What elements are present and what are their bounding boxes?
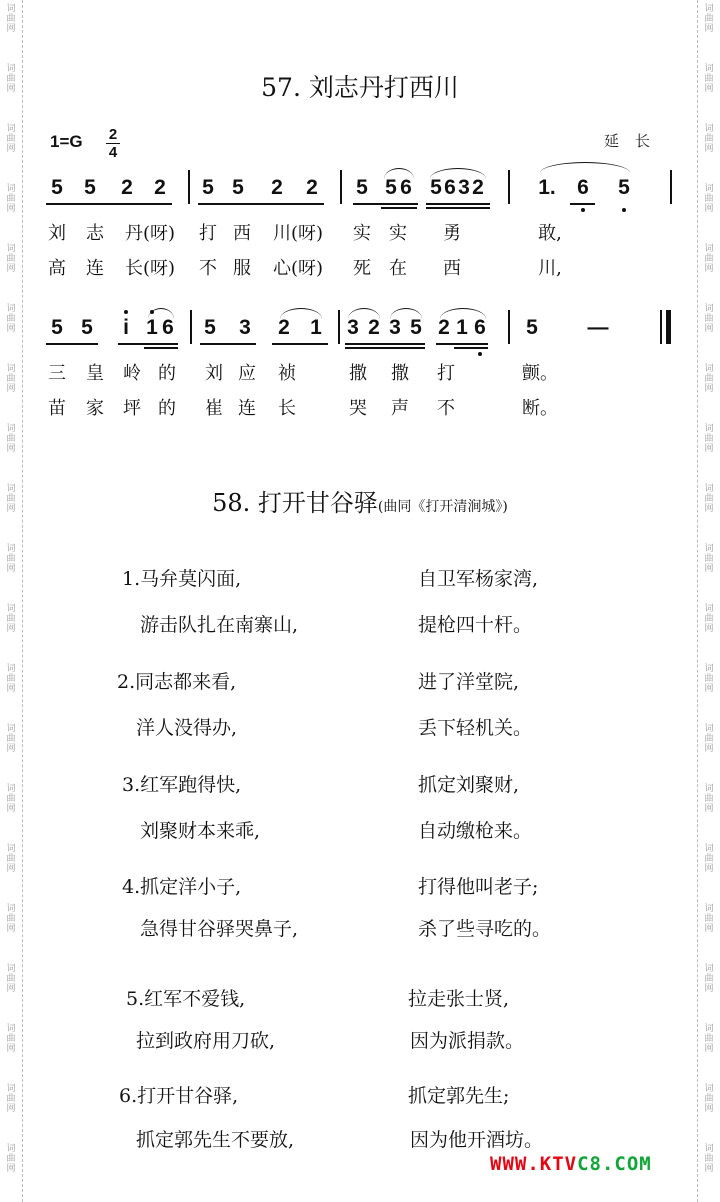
note: 5	[204, 316, 216, 339]
note: 3	[347, 316, 359, 339]
verse-3-line-c: 刘聚财本来乖,	[140, 820, 261, 842]
lyric: 撒	[391, 363, 409, 384]
side-watermark: 词 曲 网	[6, 784, 16, 814]
note: 2	[368, 316, 380, 339]
side-watermark: 词 曲 网	[6, 604, 16, 634]
underline-beat	[426, 203, 490, 205]
slur	[430, 168, 486, 179]
note: 3	[389, 316, 401, 339]
note: 5	[618, 176, 630, 199]
underline-beat	[272, 343, 328, 345]
barline	[340, 170, 342, 204]
lyric: 打	[199, 223, 217, 244]
lyric: 川(呀)	[272, 223, 324, 244]
verse-2-line-a: 2.同志都来看,	[117, 671, 237, 693]
underline-16th	[144, 347, 178, 349]
underline-beat	[436, 343, 488, 345]
note: 5	[356, 176, 368, 199]
side-watermark: 词 曲 网	[6, 124, 16, 154]
verse-3-line-b: 抓定刘聚财,	[418, 774, 520, 796]
note: 5	[202, 176, 214, 199]
underline-beat	[345, 343, 425, 345]
slur	[384, 168, 414, 179]
underline-16th	[426, 207, 490, 209]
note: 5	[84, 176, 96, 199]
song58-title-main: 58. 打开甘谷驿	[212, 489, 378, 517]
note: 6	[577, 176, 589, 199]
note: 6	[444, 176, 456, 199]
side-watermark: 词 曲 网	[704, 304, 714, 334]
note: 1	[310, 316, 322, 339]
slur	[280, 308, 322, 319]
right-margin-strip	[697, 0, 720, 1202]
side-watermark: 词 曲 网	[704, 484, 714, 514]
final-barline-thin	[660, 310, 662, 344]
left-margin-strip	[0, 0, 23, 1202]
side-watermark: 词 曲 网	[704, 544, 714, 574]
verse-6-line-d: 因为他开酒坊。	[410, 1129, 544, 1151]
note: 6	[474, 316, 486, 339]
verse-1-line-b: 自卫军杨家湾,	[418, 568, 539, 590]
song57-region: 延长	[604, 132, 667, 150]
note: 2	[121, 176, 133, 199]
verse-4-line-b: 打得他叫老子;	[418, 876, 539, 898]
side-watermark: 词 曲 网	[6, 844, 16, 874]
note: 1	[146, 316, 158, 339]
verse-4-line-a: 4.抓定洋小子,	[122, 876, 242, 898]
note: 1.	[538, 176, 556, 199]
underline-beat	[353, 203, 418, 205]
note: 2	[154, 176, 166, 199]
verse-6-line-b: 抓定郭先生;	[408, 1085, 510, 1107]
lyric: 打	[437, 363, 455, 384]
side-watermark: 词 曲 网	[704, 64, 714, 94]
low-octave-dot	[622, 208, 626, 212]
side-watermark: 词 曲 网	[6, 964, 16, 994]
lyric: 实	[389, 223, 407, 244]
side-watermark: 词 曲 网	[704, 424, 714, 454]
barline	[338, 310, 340, 344]
lyric: 皇	[86, 363, 104, 384]
lyric-line-1	[40, 219, 680, 245]
lyric: 坪	[123, 398, 141, 419]
verse-5-line-d: 因为派捐款。	[410, 1030, 525, 1052]
underline-16th	[345, 347, 425, 349]
lyric: 苗	[48, 398, 66, 419]
side-watermark: 词 曲 网	[6, 1144, 16, 1174]
lyric: 西	[233, 223, 251, 244]
side-watermark: 词 曲 网	[6, 1024, 16, 1054]
lyric: 川,	[538, 258, 562, 279]
verse-2-line-c: 洋人没得办,	[136, 717, 238, 739]
time-signature-top: 2	[108, 126, 118, 143]
lyric: 心(呀)	[272, 258, 324, 279]
lyric: 的	[158, 363, 176, 384]
lyric: 西	[443, 258, 461, 279]
slur	[148, 308, 174, 319]
side-watermark: 词 曲 网	[704, 664, 714, 694]
note: 1	[456, 316, 468, 339]
lyric: 志	[86, 223, 104, 244]
lyric: 断。	[522, 398, 558, 419]
lyric: 服	[233, 258, 251, 279]
lyric: 颤。	[522, 363, 558, 384]
site-watermark-part2: C8.COM	[577, 1153, 652, 1175]
verse-5-line-b: 拉走张士贤,	[408, 988, 510, 1010]
side-watermark: 词 曲 网	[704, 844, 714, 874]
note: 2	[278, 316, 290, 339]
side-watermark: 词 曲 网	[6, 724, 16, 754]
song57-title: 57. 刘志丹打西川	[261, 73, 459, 102]
underline-16th	[381, 207, 417, 209]
verse-6-line-c: 抓定郭先生不要放,	[136, 1129, 295, 1151]
side-watermark: 词 曲 网	[6, 484, 16, 514]
final-barline-thick	[666, 310, 671, 344]
underline-beat	[46, 203, 172, 205]
lyric: 长(呀)	[124, 258, 176, 279]
verse-5-line-a: 5.红军不爱钱,	[126, 988, 246, 1010]
side-watermark: 词 曲 网	[704, 4, 714, 34]
high-octave-dot	[124, 310, 128, 314]
side-watermark: 词 曲 网	[704, 364, 714, 394]
barline	[508, 170, 510, 204]
note: 5	[410, 316, 422, 339]
side-watermark: 词 曲 网	[704, 724, 714, 754]
verse-6-line-a: 6.打开甘谷驿,	[119, 1085, 239, 1107]
lyric: 不	[199, 258, 217, 279]
barline	[670, 170, 672, 204]
side-watermark: 词 曲 网	[6, 184, 16, 214]
note: 6	[400, 176, 412, 199]
lyric: 的	[158, 398, 176, 419]
note: 5	[232, 176, 244, 199]
lyric: 刘	[48, 223, 66, 244]
slur	[440, 308, 486, 319]
side-watermark: 词 曲 网	[6, 364, 16, 394]
key-signature: 1=G	[50, 132, 83, 151]
verse-1-line-d: 提枪四十杆。	[418, 614, 533, 636]
side-watermark: 词 曲 网	[6, 904, 16, 934]
note: 5	[81, 316, 93, 339]
lyric: 连	[238, 398, 256, 419]
side-watermark: 词 曲 网	[6, 4, 16, 34]
note: 5	[526, 316, 538, 339]
verse-5-line-c: 拉到政府用刀砍,	[136, 1030, 276, 1052]
underline-beat	[46, 343, 98, 345]
lyric: 三	[48, 363, 66, 384]
underline-beat	[200, 343, 256, 345]
side-watermark: 词 曲 网	[6, 664, 16, 694]
note: 3	[239, 316, 251, 339]
side-watermark: 词 曲 网	[704, 784, 714, 814]
verse-2-line-b: 进了洋堂院,	[418, 671, 520, 693]
slur	[390, 308, 422, 319]
low-octave-dot	[478, 352, 482, 356]
lyric: 应	[238, 363, 256, 384]
verse-1-line-a: 1.马弁莫闪面,	[122, 568, 242, 590]
lyric: 不	[437, 398, 455, 419]
side-watermark: 词 曲 网	[704, 1024, 714, 1054]
lyric: 在	[389, 258, 407, 279]
note: 5	[385, 176, 397, 199]
underline-16th	[454, 347, 488, 349]
note: 3	[458, 176, 470, 199]
notation-line-1	[40, 166, 680, 214]
lyric: 实	[353, 223, 371, 244]
notation-line-2	[40, 306, 680, 354]
site-watermark-part1: WWW.KTV	[490, 1153, 578, 1175]
lyric: 敢,	[538, 223, 562, 244]
lyric: 声	[391, 398, 409, 419]
lyric: 刘	[205, 363, 223, 384]
side-watermark: 词 曲 网	[6, 304, 16, 334]
lyric: 长	[278, 398, 296, 419]
barline	[508, 310, 510, 344]
note: 2	[438, 316, 450, 339]
side-watermark: 词 曲 网	[6, 544, 16, 574]
lyric: 撒	[349, 363, 367, 384]
side-watermark: 词 曲 网	[704, 244, 714, 274]
side-watermark: 词 曲 网	[6, 424, 16, 454]
lyric: 岭	[123, 363, 141, 384]
verse-3-line-a: 3.红军跑得快,	[122, 774, 242, 796]
note: 6	[162, 316, 174, 339]
lyric: 高	[48, 258, 66, 279]
site-watermark	[490, 1153, 652, 1175]
side-watermark: 词 曲 网	[704, 964, 714, 994]
note: i	[123, 316, 129, 339]
note: 2	[472, 176, 484, 199]
underline-beat	[570, 203, 595, 205]
side-watermark: 词 曲 网	[704, 904, 714, 934]
side-watermark: 词 曲 网	[704, 184, 714, 214]
time-signature-bottom: 4	[108, 144, 118, 161]
verse-3-line-d: 自动缴枪来。	[418, 820, 533, 842]
side-watermark: 词 曲 网	[704, 604, 714, 634]
note: 2	[271, 176, 283, 199]
note: 5	[430, 176, 442, 199]
lyric: 家	[86, 398, 104, 419]
lyric: 勇	[443, 223, 461, 244]
side-watermark: 词 曲 网	[6, 64, 16, 94]
note: 5	[51, 176, 63, 199]
side-watermark: 词 曲 网	[6, 244, 16, 274]
lyric: 祯	[278, 363, 296, 384]
note: 2	[306, 176, 318, 199]
side-watermark: 词 曲 网	[6, 1084, 16, 1114]
lyric: 丹(呀)	[124, 223, 176, 244]
barline	[188, 170, 190, 204]
underline-beat	[198, 203, 324, 205]
lyric: 崔	[205, 398, 223, 419]
slur	[348, 308, 380, 319]
verse-4-line-d: 杀了些寻吃的。	[418, 918, 552, 940]
side-watermark: 词 曲 网	[704, 1144, 714, 1174]
verse-4-line-c: 急得甘谷驿哭鼻子,	[140, 918, 299, 940]
verse-2-line-d: 丢下轻机关。	[418, 717, 533, 739]
extension-dash: —	[587, 316, 609, 339]
low-octave-dot	[581, 208, 585, 212]
barline	[190, 310, 192, 344]
slur	[540, 162, 630, 173]
verse-1-line-c: 游击队扎在南寨山,	[140, 614, 299, 636]
song58-subtitle: (曲同《打开清涧城》)	[377, 499, 508, 515]
song58-title	[0, 483, 720, 518]
lyric-line-3	[40, 359, 680, 385]
time-signature	[104, 126, 122, 161]
lyric: 哭	[349, 398, 367, 419]
lyric-line-2	[40, 254, 680, 280]
lyric-line-4	[40, 394, 680, 420]
note: 5	[51, 316, 63, 339]
lyric: 死	[353, 258, 371, 279]
side-watermark: 词 曲 网	[704, 1084, 714, 1114]
side-watermark: 词 曲 网	[704, 124, 714, 154]
lyric: 连	[86, 258, 104, 279]
underline-beat	[118, 343, 178, 345]
